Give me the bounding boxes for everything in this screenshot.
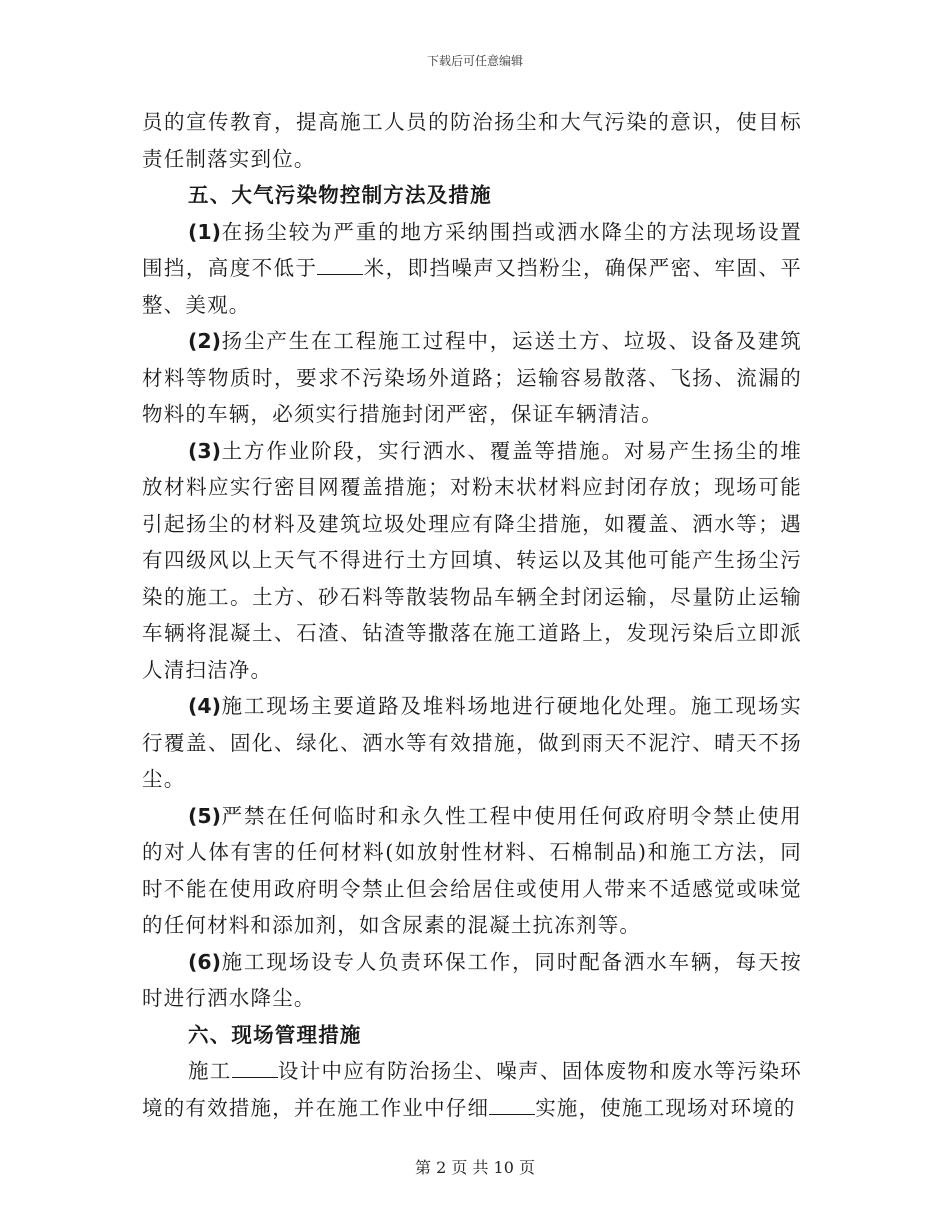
paragraph-text: 实施，使施工现场对环境的 [535, 1095, 796, 1120]
item-text: 扬尘产生在工程施工过程中，运送土方、垃圾、设备及建筑材料等物质时，要求不污染场外道路；运输容易散落、飞扬、流漏的物料的车辆，必须实行措施封闭严密，保证车辆清洁。 [142, 329, 802, 426]
list-item-3 [142, 433, 802, 689]
item-text: 土方作业阶段，实行洒水、覆盖等措施。对易产生扬尘的堆放材料应实行密目网覆盖措施；对粉末状材料应封闭存放；现场可能引起扬尘的材料及建筑垃圾处理应有降尘措施，如覆盖、洒水等；遇有四级风以上天气不得进行土方回填、转运以及其他可能产生扬尘污染的施工。土方、砂石料等散装物品车辆全封闭运输，尽量防止运输车辆将混凝土、石渣、钻渣等撒落在施工道路上，发现污染后立即派人清扫洁净。 [142, 438, 802, 682]
fill-blank [317, 256, 363, 275]
paragraph-management [142, 1053, 802, 1126]
item-number: (5) [188, 803, 222, 828]
item-text: 在扬尘较为严重的地方采纳围挡或洒水降尘的方法现场设置围挡，高度不低于 [142, 219, 802, 280]
fill-blank [489, 1096, 535, 1115]
list-item-1 [142, 214, 802, 324]
list-item-5 [142, 798, 802, 944]
list-item-2 [142, 323, 802, 433]
paragraph-text: 施工 [188, 1059, 232, 1083]
item-number: (6) [188, 949, 222, 974]
fill-blank [232, 1059, 278, 1078]
item-number: (4) [188, 694, 222, 718]
item-number: (3) [188, 438, 222, 463]
item-text: 施工现场设专人负责环保工作，同时配备洒水车辆，每天按时进行洒水降尘。 [142, 949, 802, 1010]
paragraph-continuation: 员的宣传教育，提高施工人员的防治扬尘和大气污染的意识，使目标责任制落实到位。 [142, 110, 802, 171]
section-heading-6: 六、现场管理措施 [188, 1022, 362, 1047]
item-text: 严禁在任何临时和永久性工程中使用任何政府明令禁止使用的对人体有害的任何材料(如放射性材料、石棉制品)和施工方法，同时不能在使用政府明令禁止但会给居住或使用人带来不适感觉或味觉的任何材料和添加剂，如含尿素的混凝土抗冻剂等。 [142, 803, 802, 937]
section-heading-5: 五、大气污染物控制方法及措施 [188, 183, 492, 207]
item-number: (2) [188, 329, 222, 353]
document-body [142, 104, 802, 1126]
item-number: (1) [188, 219, 222, 244]
page-header: 下载后可任意编辑 [426, 54, 523, 68]
page-footer: 第 2 页 共 10 页 [415, 1158, 535, 1177]
list-item-6 [142, 944, 802, 1017]
item-text: 米，即挡噪声又挡粉尘，确保严密、牢固、平整、美观。 [142, 256, 803, 317]
list-item-4 [142, 688, 802, 798]
paragraph-text: 设计中应有防治扬尘、噪声、固体废物和废水等污染环境的有效措施，并在施工作业中仔细 [142, 1059, 802, 1120]
item-text: 施工现场主要道路及堆料场地进行硬地化处理。施工现场实行覆盖、固化、绿化、洒水等有效措施，做到雨天不泥泞、晴天不扬尘。 [142, 694, 802, 791]
